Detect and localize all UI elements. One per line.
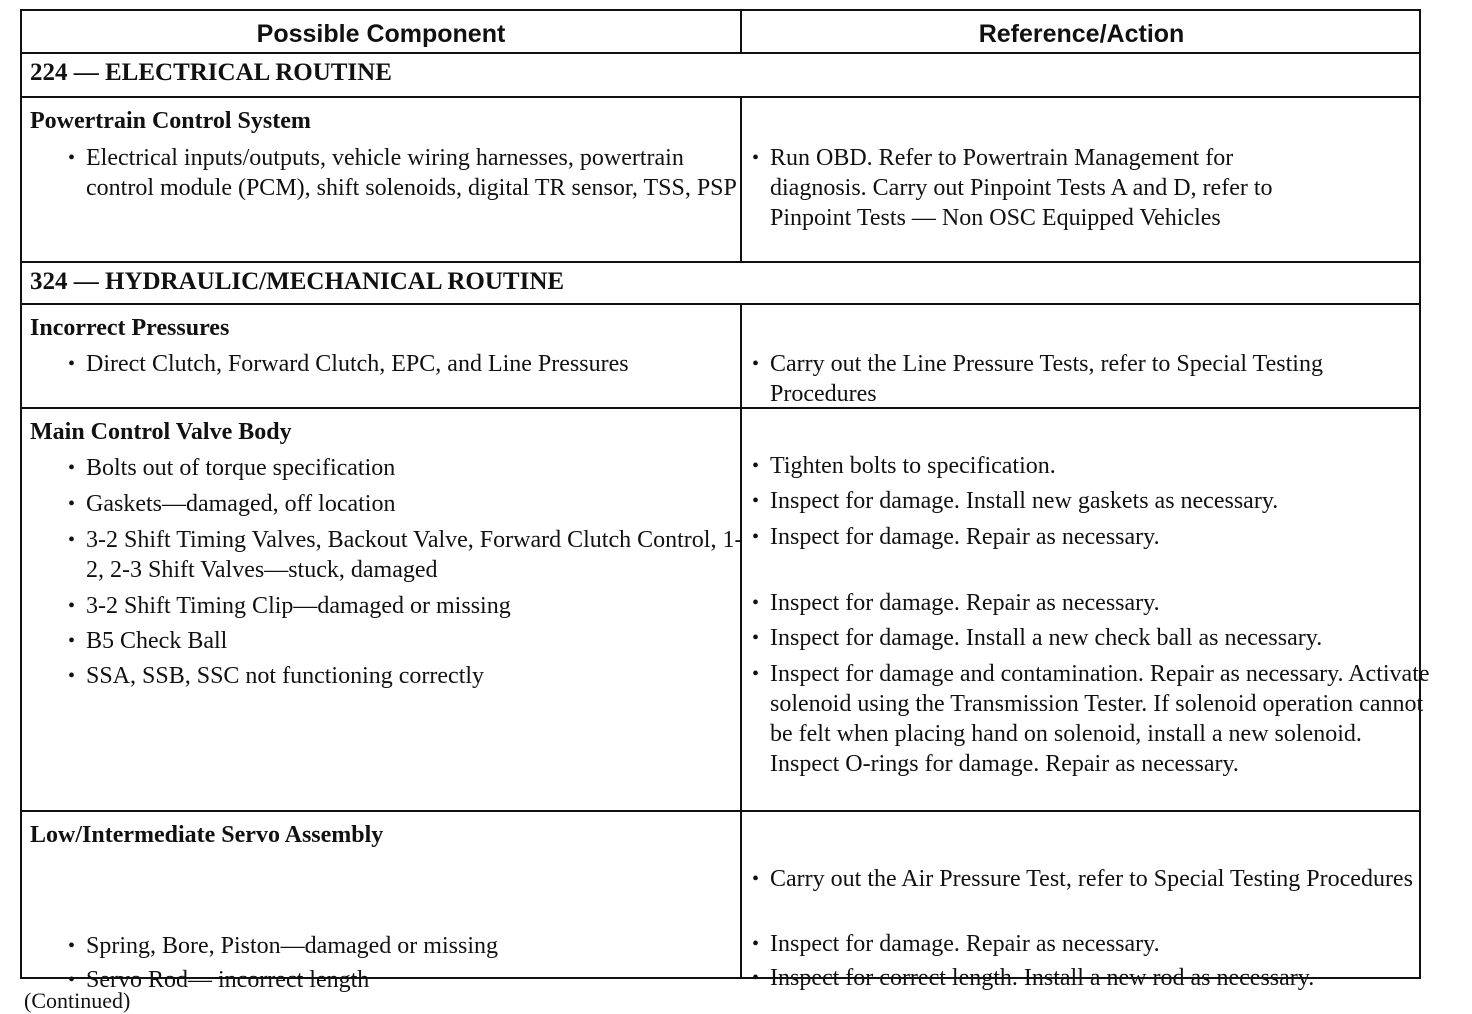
action-item: [752, 963, 1434, 993]
group-title: Low/Intermediate Servo Assembly: [30, 822, 384, 848]
action-text: Inspect for damage. Repair as necessary.: [770, 590, 1160, 616]
component-item: [68, 525, 746, 585]
bullet-glyph: •: [752, 526, 760, 548]
component-text: Electrical inputs/outputs, vehicle wiring harnesses, powertrain control module (PCM), shift solenoids, digital TR sensor, TSS, PSP: [86, 145, 737, 201]
component-text: Bolts out of torque specification: [86, 455, 396, 481]
group-block: [22, 98, 1419, 263]
component-item: [68, 661, 746, 691]
bullet-glyph: •: [68, 493, 76, 515]
bullet-glyph: •: [68, 935, 76, 957]
action-item: [752, 486, 1434, 516]
action-text: Inspect for damage. Install a new check ball as necessary.: [770, 625, 1323, 651]
bullet-glyph: •: [68, 630, 76, 652]
action-text: Run OBD. Refer to Powertrain Management for diagnosis. Carry out Pinpoint Tests A and D, refer to Pinpoint Tests — Non OSC Equipped Vehicles: [770, 145, 1273, 231]
action-text: Inspect for damage. Repair as necessary.: [770, 524, 1160, 550]
bullet-glyph: •: [752, 868, 760, 890]
bullet-glyph: •: [68, 969, 76, 991]
bullet-glyph: •: [752, 147, 760, 169]
action-item: [752, 929, 1434, 959]
action-item: [752, 451, 1434, 481]
component-text: 3-2 Shift Timing Valves, Backout Valve, Forward Clutch Control, 1-2, 2-3 Shift Valves—stuck, damaged: [86, 527, 743, 583]
group-title: Incorrect Pressures: [30, 315, 230, 341]
bullet-glyph: •: [752, 490, 760, 512]
action-text: Inspect for damage and contamination. Repair as necessary. Activate solenoid using the Transmission Tester. If solenoid operation cannot be felt when placing hand on solenoid, install a new solenoid. Inspect O-rings for damage. Repair as necessary.: [770, 661, 1430, 777]
group-block: [22, 812, 1419, 993]
bullet-glyph: •: [752, 627, 760, 649]
column-header-action: Reference/Action: [978, 20, 1185, 48]
section-title: 224 — ELECTRICAL ROUTINE: [22, 54, 1419, 98]
group-block: [22, 305, 1419, 409]
bullet-glyph: •: [752, 933, 760, 955]
bullet-glyph: •: [752, 663, 760, 685]
action-text: Carry out the Air Pressure Test, refer to Special Testing Procedures: [770, 866, 1413, 892]
action-text: Inspect for correct length. Install a new rod as necessary.: [770, 965, 1315, 991]
continued-note: (Continued): [24, 988, 131, 1013]
diagnosis-table: [20, 9, 1430, 993]
action-item: [752, 864, 1434, 894]
table-header: [22, 11, 1419, 54]
component-item: [68, 931, 746, 961]
section-title: 324 — HYDRAULIC/MECHANICAL ROUTINE: [22, 263, 1419, 305]
action-item: [752, 143, 1330, 233]
component-text: Spring, Bore, Piston—damaged or missing: [86, 933, 498, 959]
component-text: 3-2 Shift Timing Clip—damaged or missing: [86, 593, 511, 619]
bullet-glyph: •: [68, 595, 76, 617]
bullet-glyph: •: [752, 353, 760, 375]
group-block: [22, 409, 1430, 812]
action-item: [752, 349, 1434, 409]
component-item: [68, 349, 746, 379]
bullet-glyph: •: [752, 592, 760, 614]
bullet-glyph: •: [68, 353, 76, 375]
component-text: SSA, SSB, SSC not functioning correctly: [86, 663, 485, 689]
action-item: [752, 522, 1434, 552]
bullet-glyph: •: [68, 147, 76, 169]
action-text: Inspect for damage. Install new gaskets as necessary.: [770, 488, 1279, 514]
action-text: Carry out the Line Pressure Tests, refer to Special Testing Procedures: [770, 351, 1323, 407]
component-item: [68, 489, 746, 519]
bullet-glyph: •: [752, 967, 760, 989]
component-item: [68, 143, 746, 203]
group-title: Powertrain Control System: [30, 108, 311, 134]
group-title: Main Control Valve Body: [30, 419, 292, 445]
action-text: Inspect for damage. Repair as necessary.: [770, 931, 1160, 957]
action-text: Tighten bolts to specification.: [770, 453, 1056, 479]
action-item: [752, 659, 1434, 779]
component-item: [68, 965, 746, 995]
component-item: [68, 626, 746, 656]
component-text: Direct Clutch, Forward Clutch, EPC, and Line Pressures: [86, 351, 629, 377]
action-item: [752, 588, 1434, 618]
component-text: Gaskets—damaged, off location: [86, 491, 396, 517]
component-text: B5 Check Ball: [86, 628, 228, 654]
bullet-glyph: •: [752, 455, 760, 477]
bullet-glyph: •: [68, 529, 76, 551]
component-item: [68, 591, 746, 621]
bullet-glyph: •: [68, 665, 76, 687]
bullet-glyph: •: [68, 457, 76, 479]
component-text: Servo Rod— incorrect length: [86, 967, 370, 993]
component-item: [68, 453, 746, 483]
action-item: [752, 623, 1434, 653]
column-header-component: Possible Component: [22, 11, 742, 52]
